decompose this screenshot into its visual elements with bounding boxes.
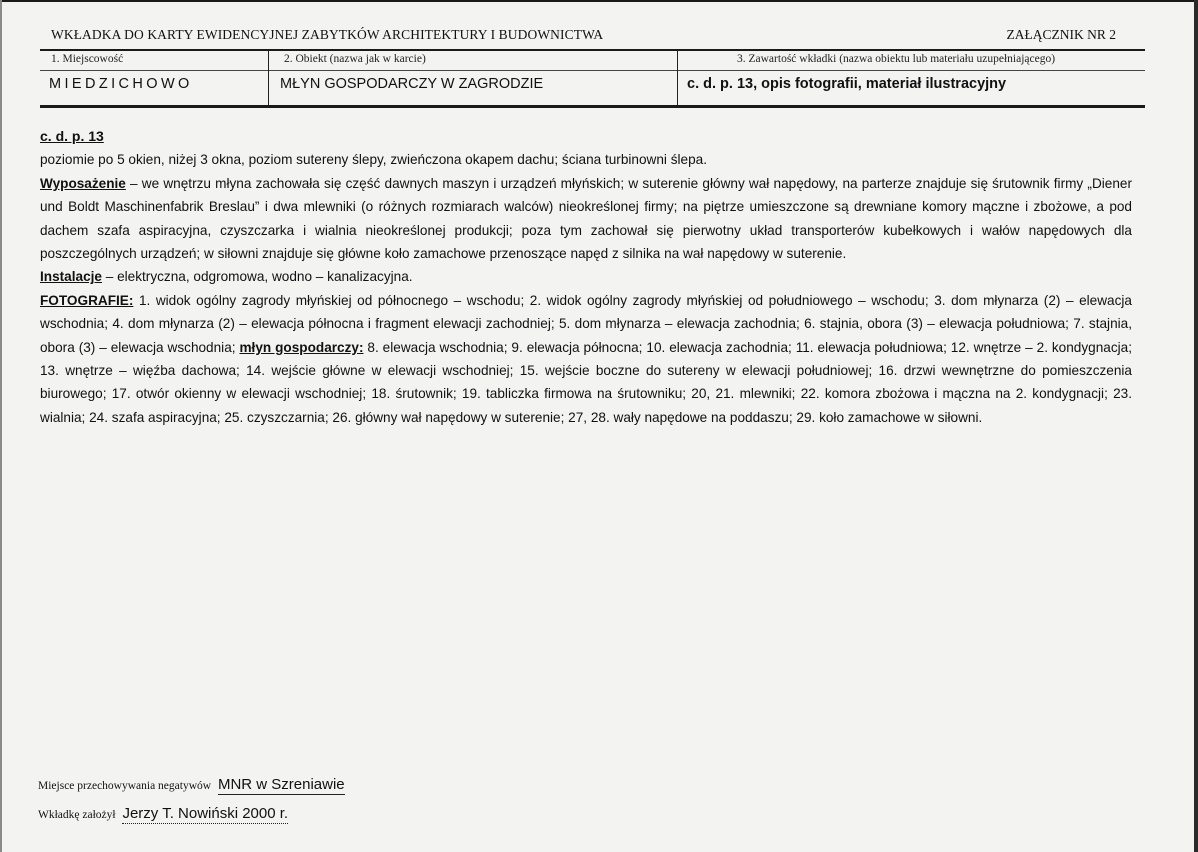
field-label-object: 2. Obiekt (nazwa jak w karcie)	[284, 53, 426, 65]
annex-number: ZAŁĄCZNIK NR 2	[1006, 27, 1116, 42]
equipment-text: – we wnętrzu młyna zachowała się część dawnych maszyn i urządzeń młyńskich; w suterenie główny wał napędowy, na parterze znajduje się śrutownik firmy „Diener und Boldt Maschinenfabrik Breslau” i dwa mlewniki (o różnych rozmiarach walców) nieokreślonej firmy; na piętrze umieszczone są drewniane komory mączne i zbożowe, a pod dachem szafa aspiracyjna, czyszczarka i wialnia nieokreślonej produkcji; poza tym zachował się pierwotny układ transporterów kubełkowych i wałów napędowych dla poszczególnych urządzeń; w siłowni znajduje się główne koło zamachowe przenoszące napęd z silnika na wał napędowy w suterenie.	[40, 175, 1132, 262]
photos-label: FOTOGRAFIE:	[40, 292, 134, 308]
header-rule-bottom	[40, 105, 1145, 108]
installation-label: Instalacje	[40, 269, 102, 285]
field-value-contents: c. d. p. 13, opis fotografii, materiał ilustracyjny	[687, 76, 1007, 92]
installation-paragraph	[40, 265, 1132, 288]
installation-text: – elektryczna, odgromowa, wodno – kanalizacyjna.	[101, 269, 413, 285]
photos-paragraph	[40, 289, 1132, 429]
page-edge-left	[0, 0, 2, 852]
field-divider-2	[677, 51, 678, 105]
equipment-label: Wyposażenie	[40, 175, 126, 191]
form-title: WKŁADKA DO KARTY EWIDENCYJNEJ ZABYTKÓW ARCHITEKTURY I BUDOWNICTWA	[51, 27, 604, 42]
field-value-object: MŁYN GOSPODARCZY W ZAGRODZIE	[280, 76, 544, 92]
equipment-paragraph	[40, 172, 1132, 266]
header-rule-top	[40, 49, 1145, 51]
mill-label: młyn gospodarczy:	[239, 339, 364, 355]
photos-text-part-2: 8. elewacja wschodnia; 9. elewacja północna; 10. elewacja zachodnia; 11. elewacja południowa; 12. wnętrze – 2. kondygnacja; 13. wnętrze – więźba dachowa; 14. wejście główne w elewacji wschodniej; 15. wejście boczne do sutereny w elewacji południowej; 16. drzwi wewnętrzne do pomieszczenia biurowego; 17. otwór okienny w elewacji wschodniej; 18. śrutownik; 19. tabliczka firmowa na śrutowniku; 20, 21. mlewniki; 22. komora zbożowa i mączna na 2. kondygnacji; 23. wialnia; 24. szafa aspiracyjna; 25. czyszczarnia; 26. główny wał napędowy w suterenie; 27, 28. wały napędowe na poddaszu; 29. koło zamachowe w siłowni.	[40, 339, 1132, 425]
negatives-storage-line	[38, 776, 345, 793]
author-line	[38, 805, 288, 822]
field-divider-1	[268, 51, 269, 105]
page-edge-top	[0, 0, 1198, 2]
negatives-storage-label: Miejsce przechowywania negatywów	[38, 780, 212, 792]
field-label-contents: 3. Zawartość wkładki (nazwa obiektu lub materiału uzupełniającego)	[737, 53, 1056, 65]
photos-text-part-1: 1. widok ogólny zagrody młyńskiej od północnego – wschodu; 2. widok ogólny zagrody młyńskiej od południowego – wschodu; 3. dom młynarza (2) – elewacja wschodnia; 4. dom młynarza (2) – elewacja północna i fragment elewacji zachodniej; 5. dom młynarza – elewacja zachodnia; 6. stajnia, obora (3) – elewacja południowa; 7. stajnia, obora (3) – elewacja wschodnia;	[40, 292, 1132, 355]
page-edge-right	[1194, 0, 1198, 852]
negatives-storage-value: MNR w Szreniawie	[217, 776, 345, 793]
intro-paragraph: poziomie po 5 okien, niżej 3 okna, poziom sutereny ślepy, zwieńczona okapem dachu; ściana turbinowni ślepa.	[40, 152, 707, 168]
field-label-locality: 1. Miejscowość	[51, 53, 124, 65]
document-body	[40, 125, 1132, 429]
section-heading: c. d. p. 13	[40, 128, 104, 144]
author-label: Wkładkę założył	[38, 809, 116, 821]
author-value: Jerzy T. Nowiński 2000 r.	[122, 805, 289, 822]
header-rule-middle	[40, 70, 1145, 71]
field-value-locality: MIEDZICHOWO	[49, 76, 193, 92]
